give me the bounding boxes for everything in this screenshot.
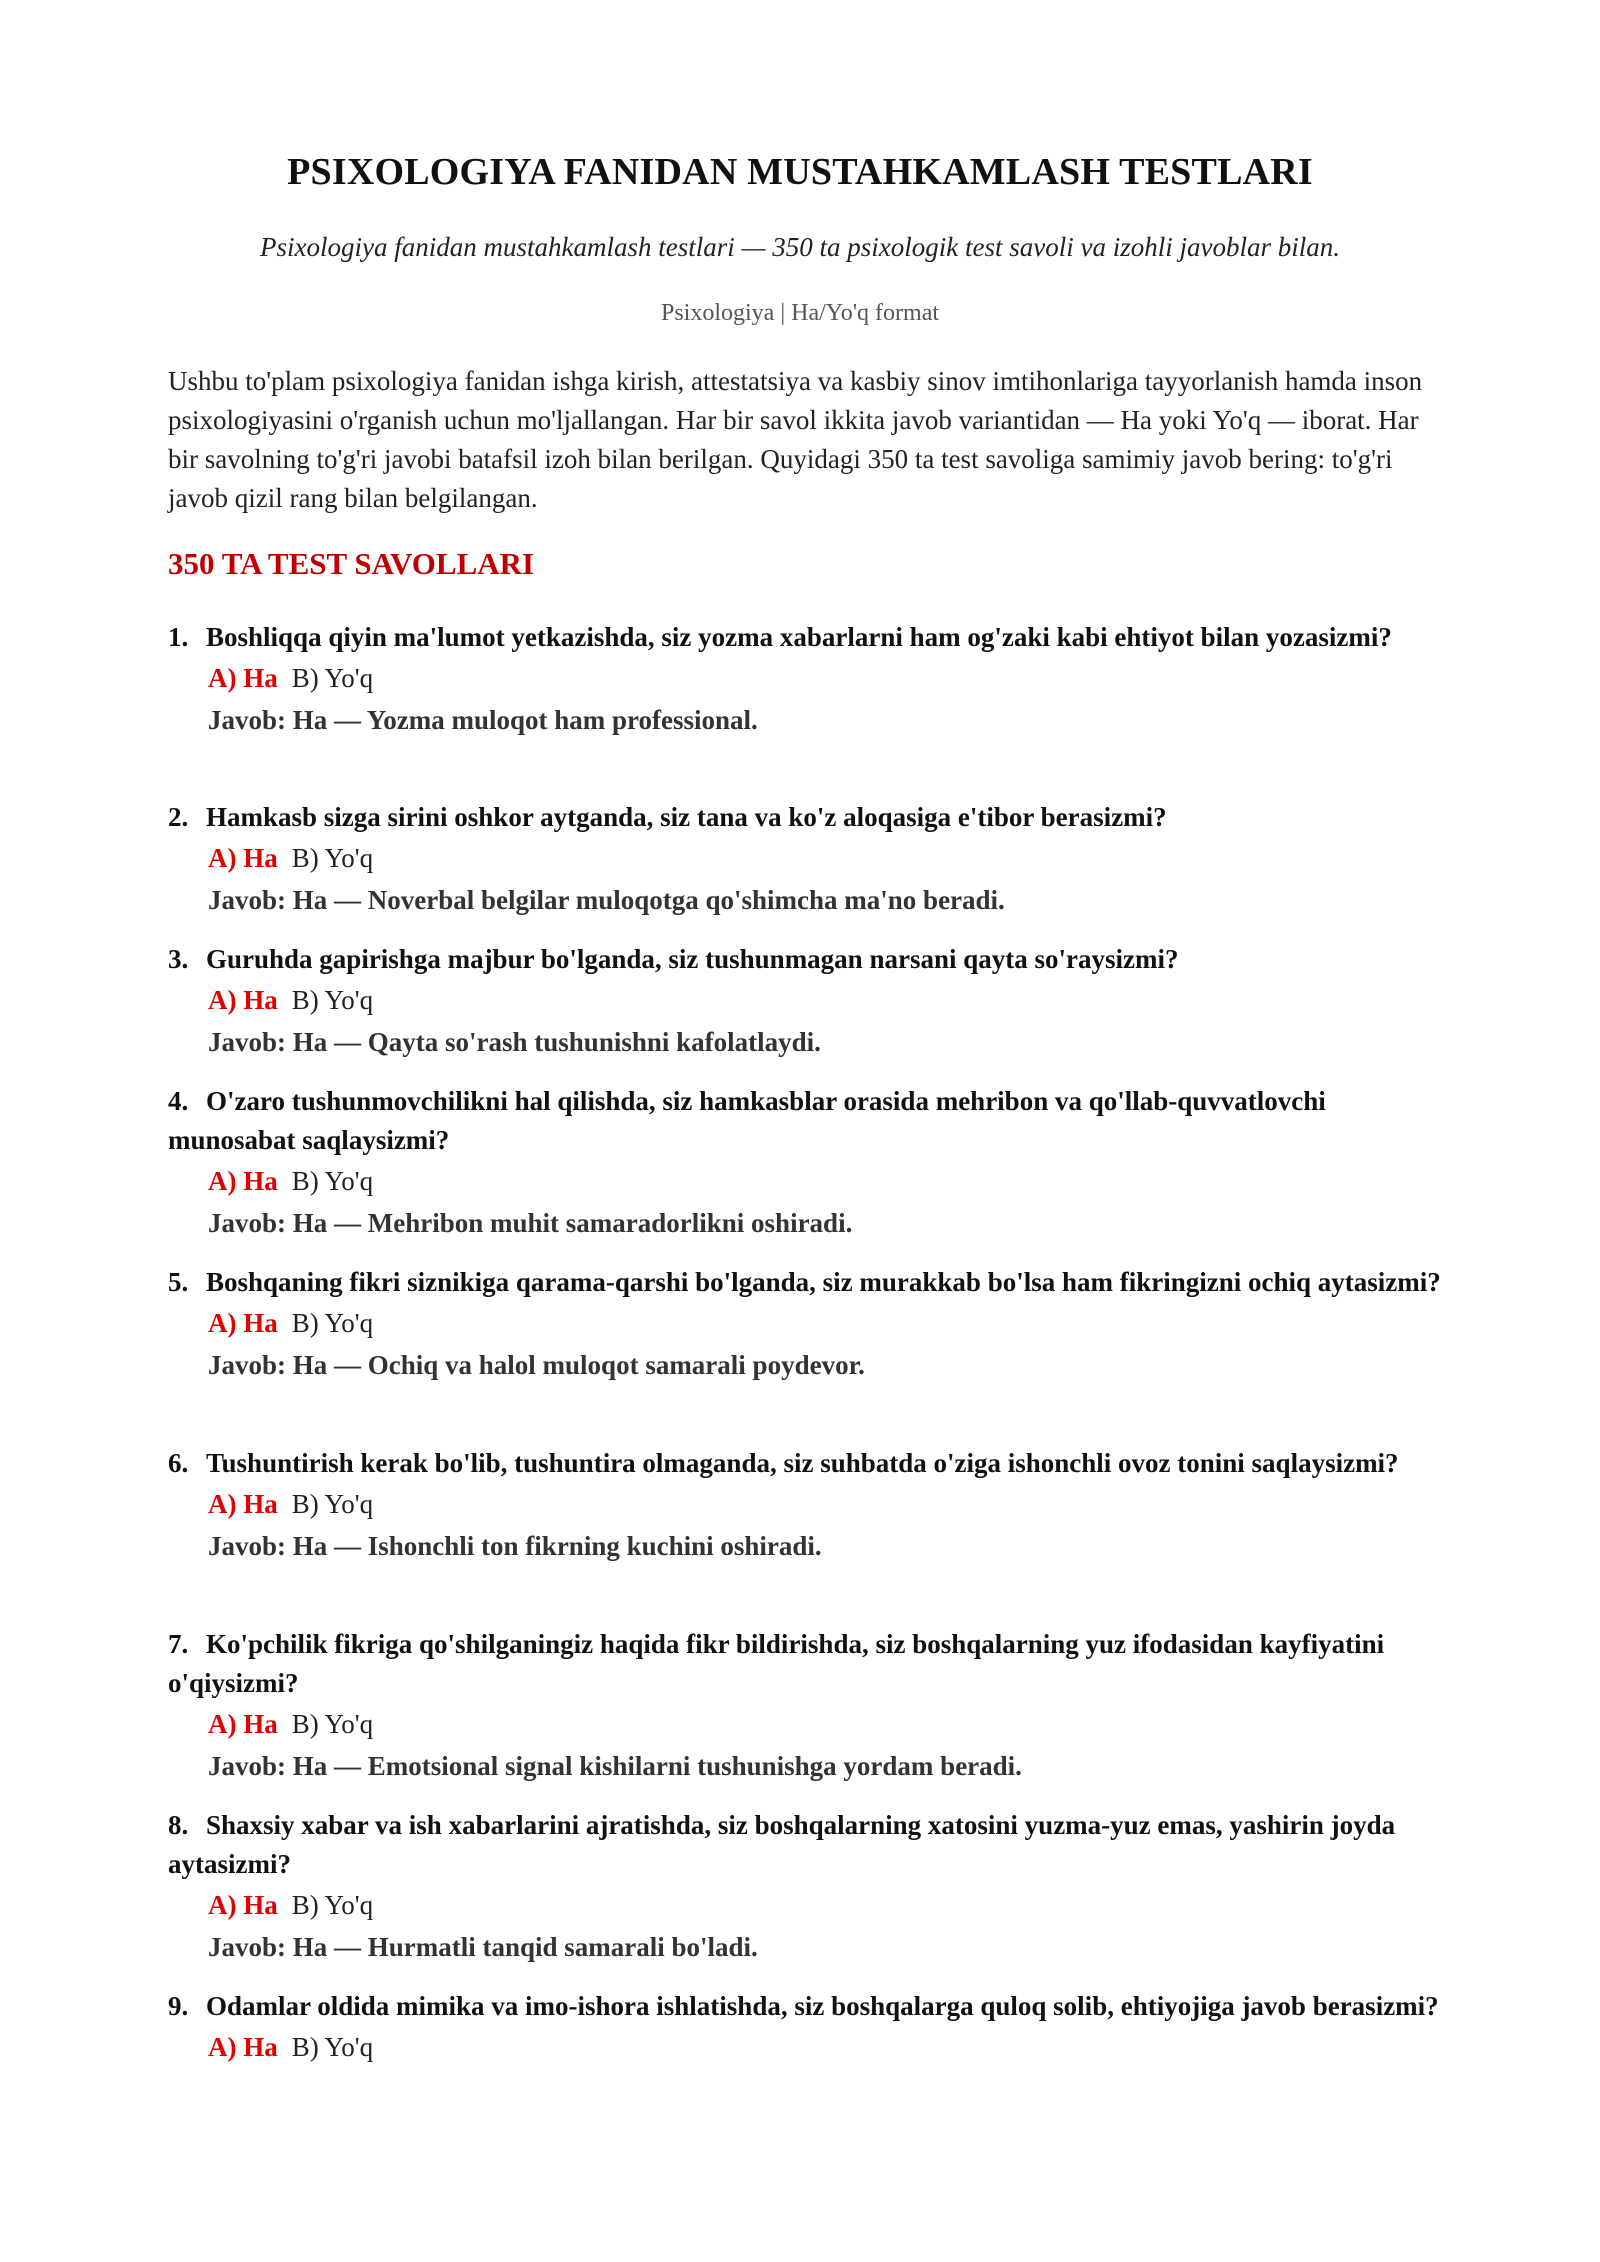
question-body: Guruhda gapirishga majbur bo'lganda, siz tushunmagan narsani qayta so'raysizmi? xyxy=(206,944,1179,974)
answer-explanation: Javob: Ha — Emotsional signal kishilarni tushunishga yordam beradi. xyxy=(208,1751,1022,1781)
answer-explanation: Javob: Ha — Ishonchli ton fikrning kuchini oshiradi. xyxy=(208,1531,822,1561)
question-body: O'zaro tushunmovchilikni hal qilishda, siz hamkasblar orasida mehribon va qo'llab-quvvatlovchi munosabat saqlaysizmi? xyxy=(168,1086,1326,1155)
question-text xyxy=(168,1263,1443,1302)
question-body: Tushuntirish kerak bo'lib, tushuntira olmaganda, siz suhbatda o'ziga ishonchli ovoz tonini saqlaysizmi? xyxy=(206,1448,1399,1478)
question-number: 7. xyxy=(168,1629,189,1659)
answer-explanation: Javob: Ha — Hurmatli tanqid samarali bo'ladi. xyxy=(208,1932,758,1962)
answer-options xyxy=(168,979,1443,1021)
question-item xyxy=(168,1263,1443,1386)
option-a-correct: A) Ha xyxy=(208,1489,278,1519)
question-text xyxy=(168,1625,1443,1703)
question-number: 8. xyxy=(168,1810,189,1840)
answer-explanation: Javob: Ha — Ochiq va halol muloqot samarali poydevor. xyxy=(208,1350,865,1380)
question-number: 3. xyxy=(168,944,189,974)
option-a-correct: A) Ha xyxy=(208,843,278,873)
question-item xyxy=(168,618,1443,741)
option-b: B) Yo'q xyxy=(291,1166,374,1196)
question-text xyxy=(168,1082,1443,1160)
answer-explanation: Javob: Ha — Mehribon muhit samaradorlikni oshiradi. xyxy=(208,1208,853,1238)
question-text xyxy=(168,798,1443,837)
option-a-correct: A) Ha xyxy=(208,663,278,693)
question-body: Hamkasb sizga sirini oshkor aytganda, siz tana va ko'z aloqasiga e'tibor berasizmi? xyxy=(206,802,1167,832)
answer-options xyxy=(168,837,1443,879)
page-title: PSIXOLOGIYA FANIDAN MUSTAHKAMLASH TESTLARI xyxy=(287,151,1313,193)
question-item xyxy=(168,798,1443,921)
question-number: 1. xyxy=(168,622,189,652)
question-body: Shaxsiy xabar va ish xabarlarini ajratishda, siz boshqalarning xatosini yuzma-yuz emas, yashirin joyda aytasizmi? xyxy=(168,1810,1396,1879)
option-a-correct: A) Ha xyxy=(208,1166,278,1196)
option-a-correct: A) Ha xyxy=(208,1308,278,1338)
question-item xyxy=(168,1625,1443,1787)
question-item xyxy=(168,1082,1443,1244)
option-b: B) Yo'q xyxy=(291,843,374,873)
section-heading: 350 TA TEST SAVOLLARI xyxy=(168,546,535,581)
answer-options xyxy=(168,1483,1443,1525)
answer-explanation: Javob: Ha — Noverbal belgilar muloqotga qo'shimcha ma'no beradi. xyxy=(208,885,1005,915)
answer-explanation: Javob: Ha — Qayta so'rash tushunishni kafolatlaydi. xyxy=(208,1027,821,1057)
question-item xyxy=(168,1444,1443,1567)
category-format-line: Psixologiya | Ha/Yo'q format xyxy=(660,300,940,326)
intro-paragraph: Ushbu to'plam psixologiya fanidan ishga kirish, attestatsiya va kasbiy sinov imtihonlariga tayyorlanish hamda inson psixologiyasini o'rganish uchun mo'ljallangan. Har bir savol ikkita javob variantidan — Ha yoki Yo'q — iborat. Har bir savolning to'g'ri javobi batafsil izoh bilan berilgan. Quyidagi 350 ta test savoliga samimiy javob bering: to'g'ri javob qizil rang bilan belgilangan. xyxy=(168,366,1423,513)
answer-options xyxy=(168,1884,1443,1926)
option-a-correct: A) Ha xyxy=(208,1890,278,1920)
option-b: B) Yo'q xyxy=(291,1489,374,1519)
option-b: B) Yo'q xyxy=(291,1709,374,1739)
answer-options xyxy=(168,2026,1443,2068)
option-a-correct: A) Ha xyxy=(208,2032,278,2062)
option-a-correct: A) Ha xyxy=(208,985,278,1015)
question-body: Boshliqqa qiyin ma'lumot yetkazishda, siz yozma xabarlarni ham og'zaki kabi ehtiyot bilan yozasizmi? xyxy=(206,622,1392,652)
question-number: 6. xyxy=(168,1448,189,1478)
question-item xyxy=(168,940,1443,1063)
option-b: B) Yo'q xyxy=(291,1890,374,1920)
answer-options xyxy=(168,657,1443,699)
answer-explanation: Javob: Ha — Yozma muloqot ham professional. xyxy=(208,705,758,735)
question-item xyxy=(168,1806,1443,1968)
option-b: B) Yo'q xyxy=(291,985,374,1015)
answer-options xyxy=(168,1703,1443,1745)
question-text xyxy=(168,618,1443,657)
answer-options xyxy=(168,1302,1443,1344)
question-number: 2. xyxy=(168,802,189,832)
question-text xyxy=(168,1987,1443,2026)
question-body: Boshqaning fikri siznikiga qarama-qarshi bo'lganda, siz murakkab bo'lsa ham fikringizni ochiq aytasizmi? xyxy=(206,1267,1441,1297)
question-number: 4. xyxy=(168,1086,189,1116)
question-text xyxy=(168,940,1443,979)
question-text xyxy=(168,1806,1443,1884)
question-text xyxy=(168,1444,1443,1483)
question-number: 5. xyxy=(168,1267,189,1297)
question-item xyxy=(168,1987,1443,2068)
question-body: Odamlar oldida mimika va imo-ishora ishlatishda, siz boshqalarga quloq solib, ehtiyojiga javob berasizmi? xyxy=(206,1991,1439,2021)
option-b: B) Yo'q xyxy=(291,1308,374,1338)
option-a-correct: A) Ha xyxy=(208,1709,278,1739)
page-subtitle: Psixologiya fanidan mustahkamlash testlari — 350 ta psixologik test savoli va izohli javoblar bilan. xyxy=(260,232,1340,262)
question-number: 9. xyxy=(168,1991,189,2021)
answer-options xyxy=(168,1160,1443,1202)
option-b: B) Yo'q xyxy=(291,663,374,693)
option-b: B) Yo'q xyxy=(291,2032,374,2062)
question-body: Ko'pchilik fikriga qo'shilganingiz haqida fikr bildirishda, siz boshqalarning yuz ifodasidan kayfiyatini o'qiysizmi? xyxy=(168,1629,1385,1698)
